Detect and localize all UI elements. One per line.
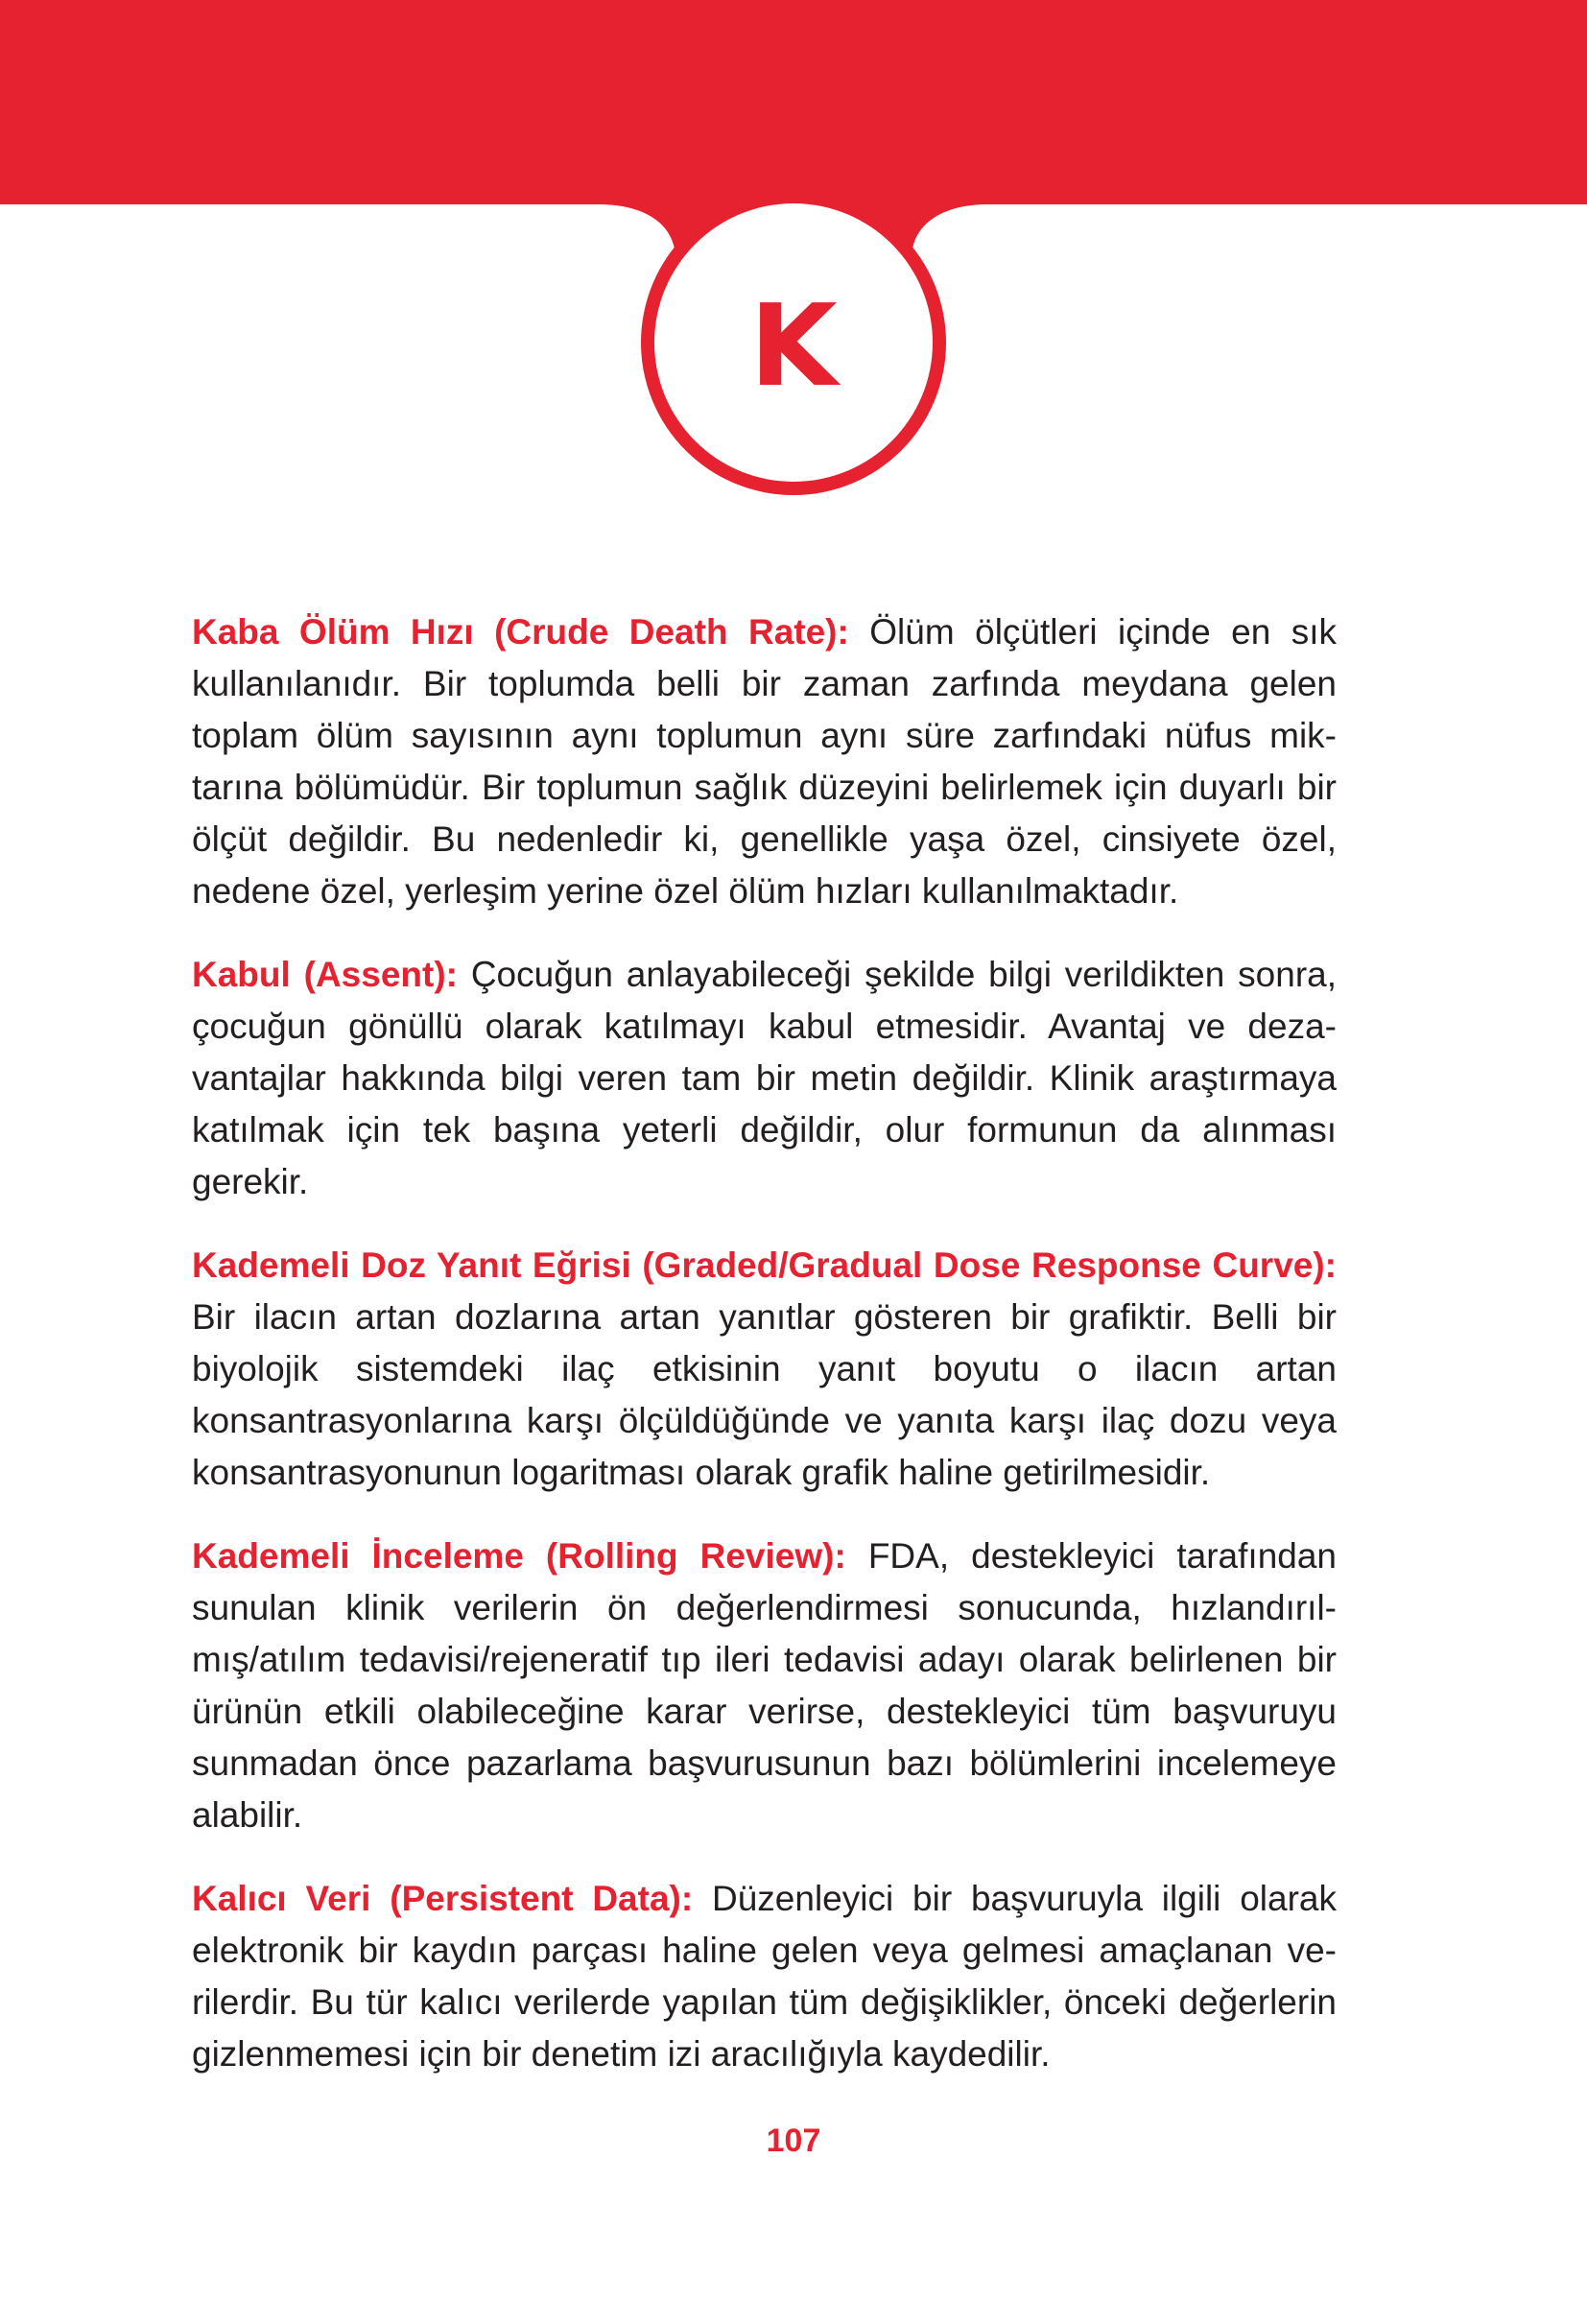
glossary-entry bbox=[192, 1873, 1337, 2080]
glossary-definition: FDA, destekleyici tarafından sunulan klinik verilerin ön değerlendirmesi sonucunda, hızlandırılmış/atılım tedavisi/rejeneratif tıp ileri tedavisi adayı olarak belirlenen bir ürünün etkili olabileceğine karar verirse, destekleyici tüm başvuruyu sunmadan önce pazarlama başvurusunun bazı bölümlerini incelemeye alabilir. bbox=[192, 1536, 1338, 1835]
glossary-term: Kademeli Doz Yanıt Eğrisi (Graded/Gradual Dose Response Curve): bbox=[192, 1245, 1337, 1285]
glossary-term: Kabul (Assent): bbox=[192, 955, 458, 994]
glossary-entry bbox=[192, 949, 1337, 1208]
page-number: 107 bbox=[766, 2122, 821, 2159]
glossary-entry bbox=[192, 606, 1337, 917]
glossary-entry bbox=[192, 1530, 1337, 1841]
glossary-definition: Ölüm ölçütleri içinde en sık kullanılanıdır. Bir toplumda belli bir zaman zarfında meydana gelen toplam ölüm sayısının aynı toplumun aynı süre zarfındaki nüfus miktarına bölümüdür. Bir toplumun sağlık düzeyini belirlemek için duyarlı bir ölçüt değildir. Bu nedenledir ki, genellikle yaşa özel, cinsiyete özel, nedene özel, yerleşim yerine özel ölüm hızları kullanılmaktadır. bbox=[192, 612, 1338, 911]
glossary-entries bbox=[192, 606, 1337, 2112]
glossary-definition: Çocuğun anlayabileceği şekilde bilgi verildikten sonra, çocuğun gönüllü olarak katılmayı kabul etmesidir. Avantaj ve dezavantajlar hakkında bilgi veren tam bir metin değildir. Klinik araştırmaya katılmak için tek başına yeterli değildir, olur formunun da alınması gerekir. bbox=[192, 955, 1338, 1201]
glossary-term: Kaba Ölüm Hızı (Crude Death Rate): bbox=[192, 612, 849, 652]
glossary-definition: Düzenleyici bir başvuruyla ilgili olarak elektronik bir kaydın parçası haline gelen veya gelmesi amaçlanan verilerdir. Bu tür kalıcı verilerde yapılan tüm değişiklikler, önceki değerlerin gizlenmemesi için bir denetim izi aracılığıyla kaydedilir. bbox=[192, 1879, 1337, 2074]
section-letter: K bbox=[749, 279, 838, 412]
glossary-term: Kademeli İnceleme (Rolling Review): bbox=[192, 1536, 846, 1576]
glossary-definition: Bir ilacın artan dozlarına artan yanıtlar gösteren bir grafiktir. Belli bir biyolojik sistemdeki ilaç etkisinin yanıt boyutu o ilacın artan konsantrasyonlarına karşı ölçüldüğünde ve yanıta karşı ilaç dozu veya konsantrasyonunun logaritması olarak grafik haline getirilmesidir. bbox=[192, 1297, 1337, 1492]
glossary-term: Kalıcı Veri (Persistent Data): bbox=[192, 1879, 694, 1918]
glossary-entry bbox=[192, 1240, 1337, 1499]
